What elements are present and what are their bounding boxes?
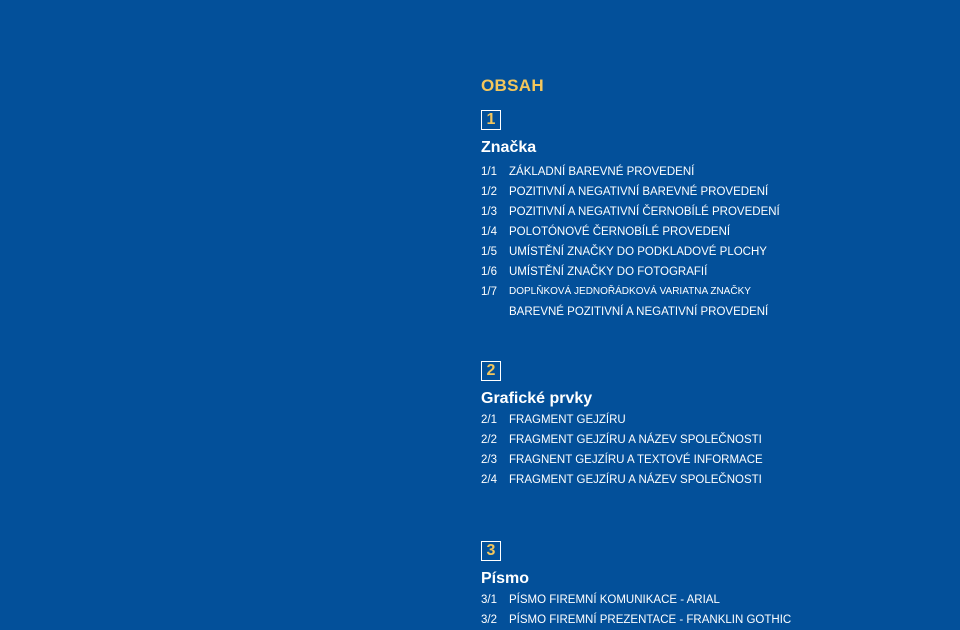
toc-item-label-continuation: BAREVNÉ POZITIVNÍ A NEGATIVNÍ PROVEDENÍ	[509, 306, 769, 318]
toc-item-number: 3/1	[481, 594, 497, 606]
section-item-list	[481, 590, 951, 630]
toc-item-number: 1/6	[481, 266, 497, 278]
section-heading[interactable]: Písmo	[481, 570, 530, 587]
toc-item[interactable]	[481, 430, 951, 450]
section-item-list	[481, 410, 951, 490]
toc-item-number: 2/2	[481, 434, 497, 446]
toc-item[interactable]	[481, 182, 951, 202]
section-number-box	[481, 361, 501, 381]
toc-item-number: 1/3	[481, 206, 497, 218]
section-number-box	[481, 110, 501, 130]
toc-item-number: 2/4	[481, 474, 497, 486]
section-number: 2	[486, 362, 496, 379]
section-1	[481, 110, 951, 322]
toc-item-number: 1/1	[481, 166, 497, 178]
toc-item-label: PÍSMO FIREMNÍ PREZENTACE - FRANKLIN GOTHIC	[509, 614, 792, 626]
toc-item-label: FRAGMENT GEJZÍRU A NÁZEV SPOLEČNOSTI	[509, 434, 762, 446]
toc-item-label: FRAGMENT GEJZÍRU	[509, 414, 626, 426]
toc-item-label: DOPLŇKOVÁ JEDNOŘÁDKOVÁ VARIATNA ZNAČKY	[509, 286, 751, 297]
section-item-list	[481, 162, 951, 322]
toc-item-number: 3/2	[481, 614, 497, 626]
toc-item-label: FRAGNENT GEJZÍRU A TEXTOVÉ INFORMACE	[509, 454, 763, 466]
toc-item-continuation[interactable]	[481, 302, 951, 322]
toc-item-label: POZITIVNÍ A NEGATIVNÍ BAREVNÉ PROVEDENÍ	[509, 186, 769, 198]
toc-item[interactable]	[481, 610, 951, 630]
section-3	[481, 541, 951, 630]
toc-item-number: 2/1	[481, 414, 497, 426]
toc-item-label: POLOTÓNOVÉ ČERNOBÍLÉ PROVEDENÍ	[509, 226, 731, 238]
toc-item[interactable]	[481, 222, 951, 242]
toc-item[interactable]	[481, 282, 951, 302]
toc-item-number: 1/7	[481, 286, 497, 298]
toc-item-label: UMÍSTĚNÍ ZNAČKY DO PODKLADOVÉ PLOCHY	[509, 246, 767, 258]
section-number: 3	[486, 542, 496, 559]
toc-item[interactable]	[481, 410, 951, 430]
toc-item-label: POZITIVNÍ A NEGATIVNÍ ČERNOBÍLÉ PROVEDENÍ	[509, 206, 780, 218]
toc-item-number: 1/2	[481, 186, 497, 198]
section-number: 1	[486, 111, 496, 128]
section-heading[interactable]: Značka	[481, 139, 537, 156]
toc-item[interactable]	[481, 162, 951, 182]
toc-item-label: FRAGMENT GEJZÍRU A NÁZEV SPOLEČNOSTI	[509, 474, 762, 486]
section-heading[interactable]: Grafické prvky	[481, 390, 593, 407]
toc-item[interactable]	[481, 470, 951, 490]
toc-item-number: 1/4	[481, 226, 497, 238]
toc-item-label: UMÍSTĚNÍ ZNAČKY DO FOTOGRAFIÍ	[509, 266, 708, 278]
toc-item[interactable]	[481, 590, 951, 610]
toc-item[interactable]	[481, 202, 951, 222]
toc-title: OBSAH	[481, 76, 544, 95]
section-2	[481, 361, 951, 490]
toc-item[interactable]	[481, 450, 951, 470]
toc-item-number: 1/5	[481, 246, 497, 258]
toc-item-label: ZÁKLADNÍ BAREVNÉ PROVEDENÍ	[509, 166, 695, 178]
toc-item-label: PÍSMO FIREMNÍ KOMUNIKACE - ARIAL	[509, 594, 720, 606]
toc-item[interactable]	[481, 242, 951, 262]
toc-item-number: 2/3	[481, 454, 497, 466]
section-number-box	[481, 541, 501, 561]
toc-item[interactable]	[481, 262, 951, 282]
